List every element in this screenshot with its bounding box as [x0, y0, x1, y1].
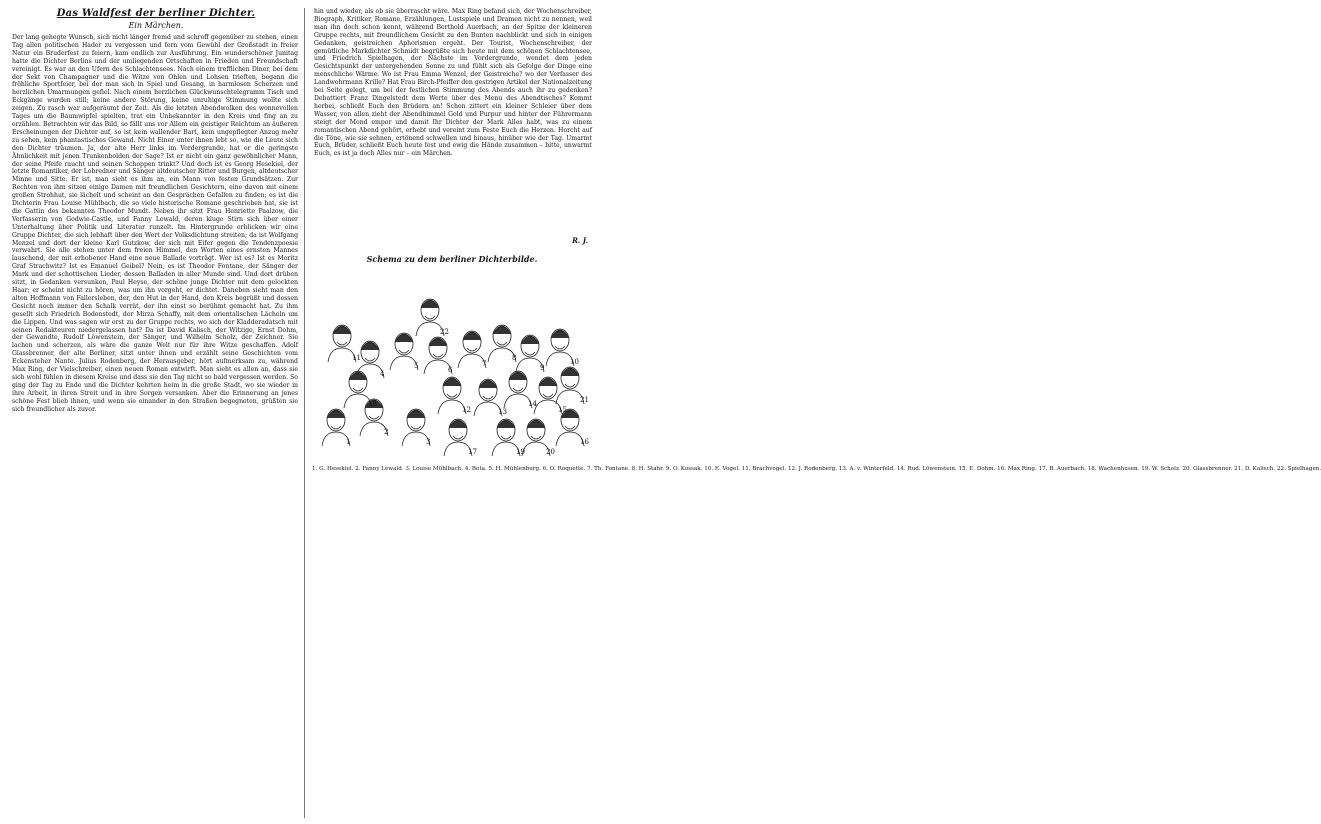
figure-number: 12 [462, 406, 471, 414]
article-signature: R. J. [572, 236, 588, 245]
legend-entry: 16. Max Ring. [997, 466, 1039, 472]
legend-entry: 19. W. Scholz. [1141, 466, 1183, 472]
figure-number: 21 [580, 396, 589, 404]
figure-number: 11 [352, 354, 361, 362]
article-body-right: hin und wieder, als ob sie überrascht wäre. Max Ring befand sich, der Wochenschreiber, Biograph, Kritiker, Romane, Erzählungen, Lustspiele und Dramen nicht zu nennen, weil man ihn doch schon kennt, während Berthold Auerbach, an der Spitze der kleineren Gruppe rechts, mit freundlichem Gesicht zu den Bunten nachblickt und sich in einigen Gedanken, geistreichen Aphorismen ergeht. Der Tourist, Wochenschreiber, der gemütliche Markdichter Schmidt begrüßte sich heute mit dem schönen Schlachtensee, und Friedrich Spielhagen, der Nächste im Vordergrunde, wendet dem jeden Gesichtspunkt der untergehenden Sonne zu und fühlt sich als Gefolge der Dinge eine menschliche Wärme. Wo ist Frau Emma Wenzel, der Geistreiche? wo der Verfasser des Landwehrmann Krille? Hat Frau Birch-Pfeiffer den gestrigen Artikel der Nationalzeitung bei Seite gelegt, um bei der festlichen Stimmung des Abends auch ihr zu gedenken? Debattiert Franz Dingelstedt dem Werte über des Menu des Abendtisches? Kommt herbei, schließt Euch den Brüdern an! Schon zittert ein kleiner Schleier über dem Wasser, von allen zieht der Abendhimmel Gold und Purpur und hinter der Führermann steigt der Mond empor und damit Ihr Dichter der Mark Alles habt, was zu einem romantischen Abend gehört, erhebt und vereint zum Feste Euch die Herzen. Horcht auf die Töne, wie sie sehnen, ertönend schwellen und hinaus, hinüber wie der Tag. Umarmt Euch, Brüder, schließt Euch heute fest und ewig die Hände zusammen – bitte, unwarmt Euch, es ist ja doch Alles nur – ein Märchen. [314, 8, 592, 158]
legend-entry: 13. A. v. Winterfeld. [838, 466, 897, 472]
legend-entry: 9. O. Kossak. [665, 466, 705, 472]
legend-entry: 6. O. Roquette. [542, 466, 588, 472]
legend-entry: 10. E. Vogel. [704, 466, 742, 472]
figure-number: 14 [528, 400, 537, 408]
figure-number: 17 [468, 448, 477, 456]
figure-number: 18 [368, 400, 377, 408]
left-column [8, 8, 305, 818]
legend-entry: 3. Louise Mühlbach. [405, 466, 465, 472]
legend-entry: 17. B. Auerbach. [1038, 466, 1088, 472]
right-column [310, 8, 1321, 818]
figure-number: 15 [558, 406, 567, 414]
legend-entry: 5. H. Mühlenburg. [488, 466, 543, 472]
figure-number: 13 [498, 408, 507, 416]
legend-entry: 2. Fanny Lewald. [355, 466, 406, 472]
article-title: Das Waldfest der berliner Dichter. [56, 8, 256, 19]
illustration-legend [312, 466, 1321, 473]
illustration-caption: Schema zu dem berliner Dichterbilde. [366, 254, 538, 264]
figure-number: 4 [380, 370, 385, 378]
figure-number: 5 [414, 362, 419, 370]
legend-entry: 11. Brachvogel. [741, 466, 788, 472]
legend-entry: 22. Spielhagen. [1276, 466, 1321, 472]
legend-entry: 12. J. Rodenberg. [787, 466, 839, 472]
legend-entry: 15. E. Dohm. [958, 466, 998, 472]
article-subtitle: Ein Märchen. [128, 21, 184, 30]
figure-number: 9 [540, 364, 545, 372]
poets-group-illustration [312, 270, 592, 462]
figure-number: 8 [512, 354, 517, 362]
figure-number: 1 [346, 438, 351, 446]
article-body-left: Der lang gehegte Wunsch, sich nicht länger fremd und schroff gegenüber zu stehen, einen Tag allen politischen Hader zu vergessen und fern vom Gewühl der Großstadt in freier Natur ein Bruderfest zu feiern, kam endlich zur Ausführung. Ein wunderschöner Junitag hatte die Dichter Berlins und der umliegenden Ortschaften in Frieden und Freundschaft vereinigt. Es war an den Ufern des Schlachtensees. Nach einem trefflichen Diner, bei dem der Sekt von Champagner und die Witze von Ohlen und Lohsen trieften, begann die fröhliche Sportfeier, bei der man sich in Spiel und Gesang, in harmlosen Scherzen und herzlichen Umarmungen gefiel. Nach einem herzlichen Glückwunschtelegramm Tisch und Eckgänge wurden still; keine andere Störung, keine unruhige Stimmung wollte sich zeigen. Zu rasch war aufgeräumt der Zeit. Als die letzten Abendwolken des wonnevollen Tages um die Baumwipfel spielten, trat ein Unbekannter in den Kreis und fing an zu erzählen. Betrachten wir das Bild, so fällt uns vor Allem ein geistiger Reichtum an äußeren Erscheinungen der Dichter auf, so ist kein wallender Bart, kein ungepflegter Anzug mehr zu sehen, kein phantastisches Gewand. Nicht Einer unter ihnen lebt so, wie die Leute sich den Dichter träumen. Ja, der alte Herr links im Vordergrunde, hat er die geringste Ähnlichkeit mit jenen Trunkenbolden der Sage? Ist er nicht ein ganz gewöhnlicher Mann, der seine Pfeife raucht und seinen Schoppen trinkt? Und doch ist es Georg Hesekiel, der letzte Romantiker, der Lobredner und Sänger altdeutscher Ritter und Burgen, altdeutscher Minne und Sitte. Er ist, man sieht es ihm an, ein Mann von festen Grundsätzen. Zur Rechten von ihm sitzen einige Damen mit freundlichen Gesichtern, eine davon mit einem großen Strohhut, sie lächelt und scheint an den Gesprächen Gefallen zu finden; es ist die Dichterin Frau Louise Mühlbach, die so viele historische Romane geschrieben hat, sie ist die Gattin des bekannten Theodor Mundt. Neben ihr sitzt Frau Henriette Paalzow, die Verfasserin von Godwie-Castle, und Fanny Lewald, deren kluge Stirn sich über einer Unterhaltung über Politik und Literatur runzelt. Im Hintergrunde erblicken wir eine Gruppe Dichter, die sich lebhaft über den Wert der Volksdichtung streiten; da ist Wolfgang Menzel und dort der kleine Karl Gutzkow, der sich mit Eifer gegen die Tendenzpoesie verwahrt. Sie alle stehen unter dem freien Himmel, den Worten eines ernsten Mannes lauschend, der mit erhobener Hand eine neue Ballade vorträgt. Wer ist es? Ist es Moritz Graf Strachwitz? Ist es Emanuel Geibel? Nein, es ist Theodor Fontane, der Sänger der Mark und der schottischen Lieder, dessen Balladen in aller Munde sind. Und dort drüben sitzt, in Gedanken versunken, Paul Heyse, der schöne junge Dichter mit dem gelockten Haar; er scheint nicht zu hören, was um ihn vorgeht, er dichtet. Daneben sieht man den alten Hoffmann von Fallersleben, der, den Hut in der Hand, den Kreis begrüßt und dessen Gesicht noch immer den Schalk verrät, der ihn einst so berühmt gemacht hat. Zu ihm gesellt sich Friedrich Bodenstedt, der Mirza Schaffy, mit dem orientalischen Lächeln um die Lippen. Und was sagen wir erst zu der Gruppe rechts, wo sich der Kladderadatsch mit seinen Redakteuren niedergelassen hat? Da ist David Kalisch, der Witzige, Ernst Dohm, der Gewandte, Rudolf Löwenstein, der Sänger, und Wilhelm Scholz, der Zeichner. Sie lachen und scherzen, als wäre die ganze Welt nur für ihre Witze geschaffen. Adolf Glassbrenner, der alte Berliner, sitzt unter ihnen und erzählt seine Geschichten vom Eckensteher Nante. Julius Rodenberg, der Herausgeber, hört aufmerksam zu, während Max Ring, der Vielschreiber, einen neuen Roman entwirft. Man sieht es allen an, dass sie sich wohl fühlen in diesem Kreise und dass sie den Tag nicht so bald vergessen werden. So ging der Tag zu Ende und die Dichter kehrten heim in die große Stadt, wo sie wieder in ihre Arbeit, in ihren Streit und in ihre Sorgen versanken. Aber die Erinnerung an jenes schöne Fest blieb ihnen, und wenn sie einander in den Straßen begegneten, grüßten sie sich freundlicher als zuvor. [12, 34, 298, 413]
legend-entry: 21. D. Kalisch. [1234, 466, 1277, 472]
legend-entry: 4. Beta. [464, 466, 489, 472]
legend-entry: 1. G. Hesekiel. [312, 466, 356, 472]
figure-number: 3 [426, 438, 431, 446]
figure-number: 6 [448, 366, 453, 374]
legend-entry: 8. H. Stahr. [631, 466, 666, 472]
legend-entry: 18. Wachenhusen. [1087, 466, 1142, 472]
legend-entry: 20. Glassbrenner. [1182, 466, 1235, 472]
figure-number: 20 [546, 448, 555, 456]
figure-number: 16 [580, 438, 589, 446]
figure-number: 2 [384, 428, 389, 436]
figure-number: 7 [482, 360, 487, 368]
legend-entry: 7. Th. Fontane. [587, 466, 632, 472]
figure-number: 10 [570, 358, 579, 366]
legend-entry: 14. Rud. Löwenstein. [896, 466, 959, 472]
figure-number: 22 [440, 328, 449, 336]
figure-number: 19 [516, 448, 525, 456]
